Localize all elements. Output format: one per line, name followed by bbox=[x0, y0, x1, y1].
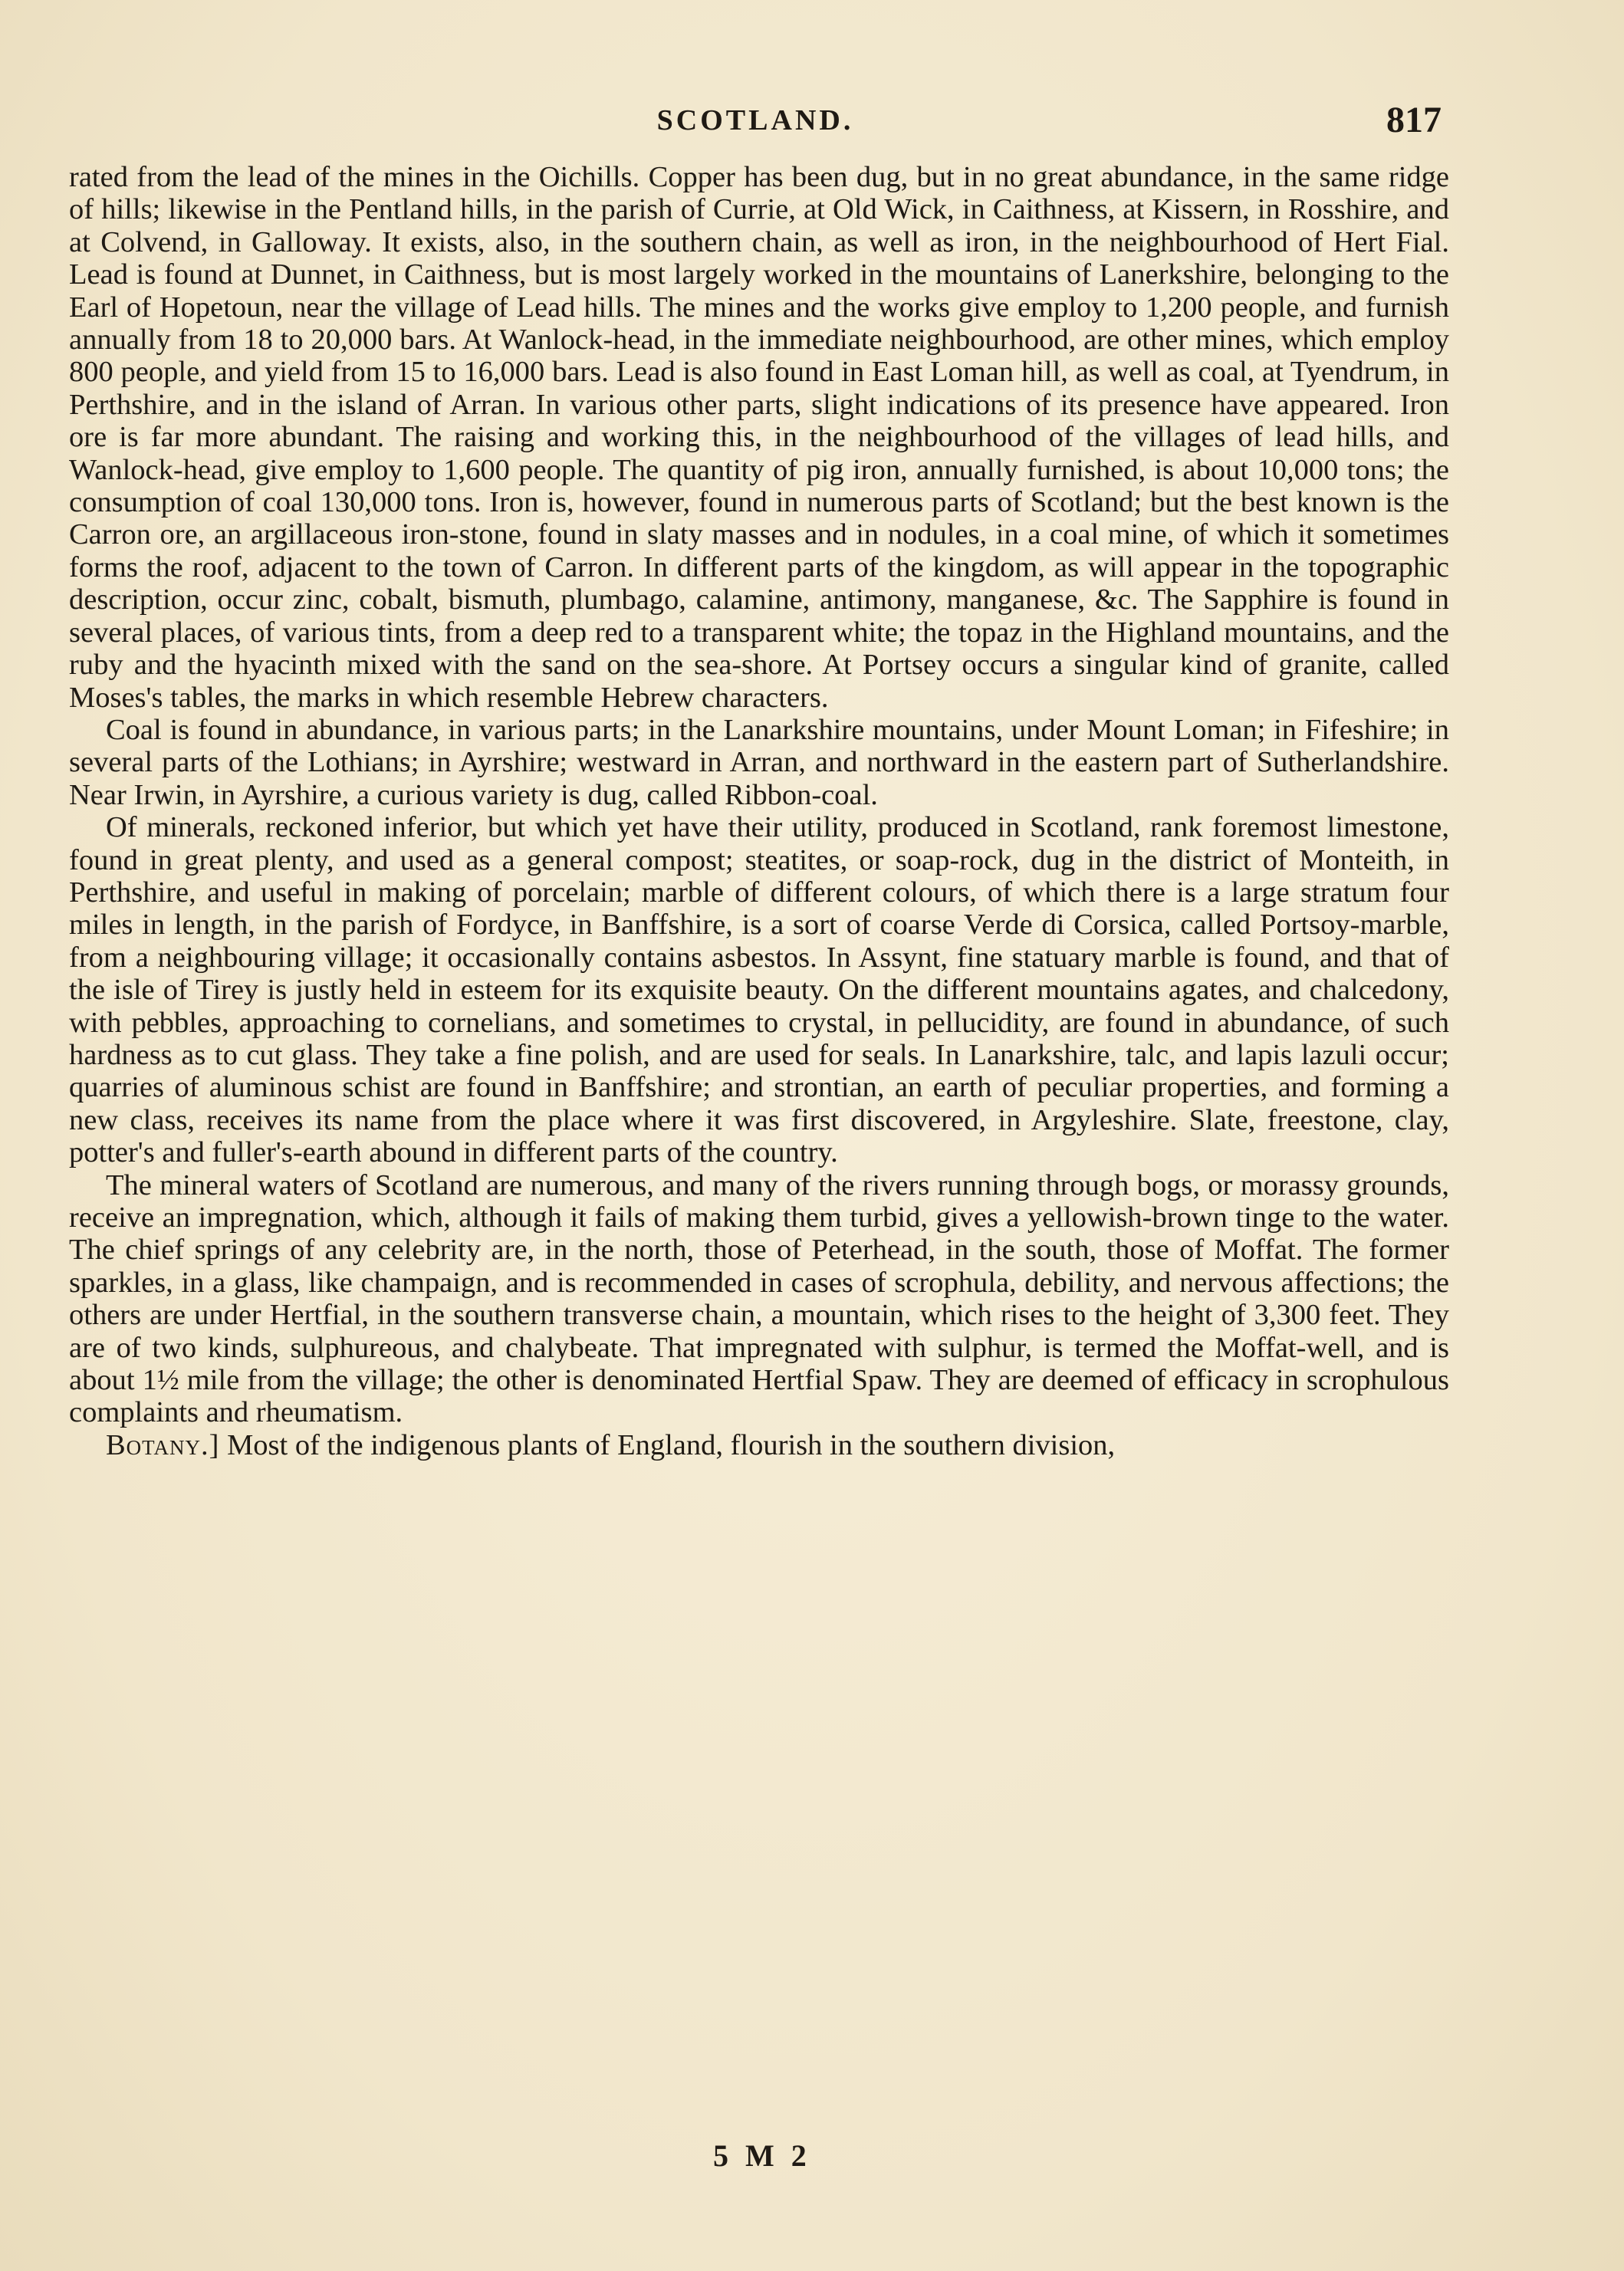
signature-mark: 5 M 2 bbox=[713, 2138, 811, 2173]
page-header bbox=[69, 100, 1442, 150]
paragraph-minerals-continued: rated from the lead of the mines in the Oichills. Copper has been dug, but in no great abundance, in the same ridge of hills; likewise in the Pentland hills, in the parish of Currie, at Old Wick, in Caithness, at Kissern, in Rosshire, and at Colvend, in Galloway. It exists, also, in the southern chain, as well as iron, in the neighbourhood of Hert Fial. Lead is found at Dunnet, in Caithness, but is most largely worked in the mountains of Lanerkshire, belonging to the Earl of Hopetoun, near the village of Lead hills. The mines and the works give employ to 1,200 people, and furnish annually from 18 to 20,000 bars. At Wanlock-head, in the immediate neighbourhood, are other mines, which employ 800 people, and yield from 15 to 16,000 bars. Lead is also found in East Loman hill, as well as coal, at Tyendrum, in Perthshire, and in the island of Arran. In various other parts, slight indications of its presence have appeared. Iron ore is far more abundant. The raising and working this, in the neighbourhood of the villages of lead hills, and Wanlock-head, give employ to 1,600 people. The quantity of pig iron, annually furnished, is about 10,000 tons; the consumption of coal 130,000 tons. Iron is, however, found in numerous parts of Scotland; but the best known is the Carron ore, an argillaceous iron-stone, found in slaty masses and in nodules, in a coal mine, of which it sometimes forms the roof, adjacent to the town of Carron. In different parts of the kingdom, as will appear in the topographic description, occur zinc, cobalt, bismuth, plumbago, calamine, antimony, manganese, &c. The Sapphire is found in several places, of various tints, from a deep red to a transparent white; the topaz in the Highland mountains, and the ruby and the hyacinth mixed with the sand on the sea-shore. At Portsey occurs a singular kind of granite, called Moses's tables, the marks in which resemble Hebrew characters. bbox=[69, 161, 1449, 714]
section-heading-botany: Botany.] bbox=[106, 1428, 220, 1461]
paragraph-botany bbox=[69, 1429, 1449, 1461]
body-text bbox=[69, 161, 1449, 1461]
botany-text: Most of the indigenous plants of England, flourish in the southern division, bbox=[227, 1428, 1116, 1461]
paragraph-coal: Coal is found in abundance, in various parts; in the Lanarkshire mountains, under Mount Loman; in Fifeshire; in several parts of the Lothians; in Ayrshire; westward in Arran, and northward in the eastern part of Sutherlandshire. Near Irwin, in Ayrshire, a curious variety is dug, called Ribbon-coal. bbox=[69, 713, 1449, 811]
paragraph-inferior-minerals: Of minerals, reckoned inferior, but which yet have their utility, produced in Scotland, rank foremost limestone, found in great plenty, and used as a general compost; steatites, or soap-rock, dug in the district of Monteith, in Perthshire, and useful in making of porcelain; marble of different colours, of which there is a large stratum four miles in length, in the parish of Fordyce, in Banffshire, is a sort of coarse Verde di Corsica, called Portsoy-marble, from a neighbouring village; it occasionally contains asbestos. In Assynt, fine statuary marble is found, and that of the isle of Tirey is justly held in esteem for its exquisite beauty. On the different mountains agates, and chalcedony, with pebbles, approaching to cornelians, and sometimes to crystal, in pellucidity, are found in abundance, of such hardness as to cut glass. They take a fine polish, and are used for seals. In Lanarkshire, talc, and lapis lazuli occur; quarries of aluminous schist are found in Banffshire; and strontian, an earth of peculiar properties, and forming a new class, receives its name from the place where it was first discovered, in Argyleshire. Slate, freestone, clay, potter's and fuller's-earth abound in different parts of the country. bbox=[69, 811, 1449, 1169]
paragraph-mineral-waters: The mineral waters of Scotland are numerous, and many of the rivers running through bogs, or morassy grounds, receive an impregnation, which, although it fails of making them turbid, gives a yellowish-brown tinge to the water. The chief springs of any celebrity are, in the north, those of Peterhead, in the south, those of Moffat. The former sparkles, in a glass, like champaign, and is recommended in cases of scrophula, debility, and nervous affections; the others are under Hertfial, in the southern transverse chain, a mountain, which rises to the height of 3,300 feet. They are of two kinds, sulphureous, and chalybeate. That impregnated with sulphur, is termed the Moffat-well, and is about 1½ mile from the village; the other is denominated Hertfial Spaw. They are deemed of efficacy in scrophulous complaints and rheumatism. bbox=[69, 1168, 1449, 1429]
running-head-title: SCOTLAND. bbox=[656, 104, 854, 136]
page-number: 817 bbox=[1386, 100, 1442, 140]
